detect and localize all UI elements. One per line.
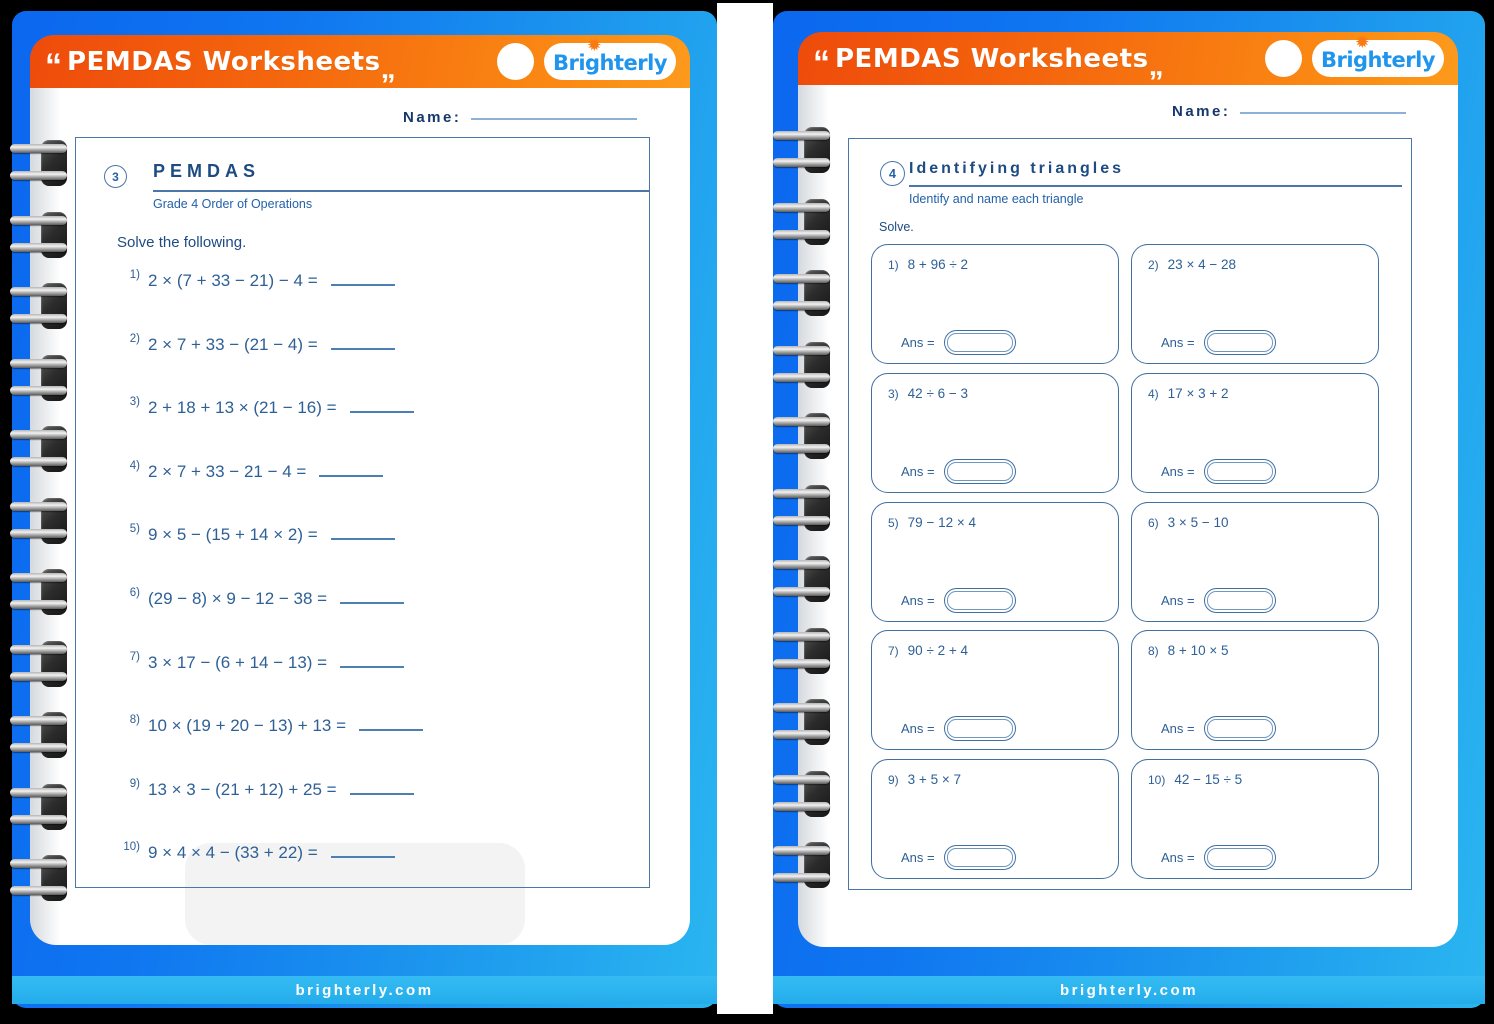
problem-number: 1)	[129, 269, 140, 281]
problem-number: 9)	[888, 773, 899, 788]
clip-wire-top	[10, 645, 67, 654]
clip-wire-top	[10, 573, 67, 582]
problem-row	[116, 269, 395, 291]
clip-wire-bottom	[773, 301, 830, 310]
worksheet-title: PEMDAS Worksheets	[67, 46, 381, 77]
name-blank-line	[471, 118, 637, 120]
clip-wire-top	[10, 788, 67, 797]
section-subtitle: Identify and name each triangle	[909, 192, 1084, 206]
clip-wire-top	[773, 417, 830, 426]
answer-blank-line	[340, 666, 404, 668]
problem-expression: 3 + 5 × 7	[907, 772, 961, 788]
problem-number: 6)	[129, 587, 140, 599]
problem-expression: 10 × (19 + 20 − 13) + 13 =	[148, 716, 347, 736]
spiral-clip	[773, 842, 830, 888]
problem-expression: (29 − 8) × 9 − 12 − 38 =	[148, 589, 328, 608]
problem-heading	[888, 256, 968, 274]
spiral-clip	[10, 283, 67, 329]
problem-number: 10)	[1148, 773, 1166, 788]
clip-wire-bottom	[773, 873, 830, 882]
answer-pill-field	[944, 459, 1016, 484]
answer-row	[1161, 588, 1276, 613]
clip-wire-top	[773, 489, 830, 498]
clip-wire-top	[773, 560, 830, 569]
answer-pill-field	[1204, 459, 1276, 484]
answer-label: Ans =	[1161, 335, 1195, 350]
spiral-clip	[10, 355, 67, 401]
clip-wire-top	[10, 359, 67, 368]
problem-expression: 2 × (7 + 33 − 21) − 4 =	[148, 271, 318, 290]
header-circle-badge	[497, 43, 534, 80]
section-title-underline	[153, 190, 649, 192]
instruction-text: Solve the following.	[117, 234, 247, 251]
clip-wire-bottom	[10, 386, 67, 395]
problem-heading	[1148, 642, 1228, 660]
clip-wire-bottom	[773, 802, 830, 811]
section-title: Identifying triangles	[909, 160, 1125, 177]
problem-heading	[888, 642, 968, 660]
problem-heading	[1148, 256, 1236, 274]
answer-label: Ans =	[1161, 721, 1195, 737]
spiral-clip	[10, 641, 67, 687]
footer-ribbon	[12, 976, 717, 1004]
spiral-clip	[773, 485, 830, 531]
problem-row	[116, 333, 395, 355]
clip-wire-bottom	[10, 672, 67, 681]
answer-blank-line	[359, 729, 423, 731]
answer-blank-line	[319, 475, 383, 477]
clip-wire-top	[10, 216, 67, 225]
problem-number: 5)	[129, 523, 140, 536]
sun-icon: ✹	[588, 37, 601, 54]
clip-wire-top	[773, 632, 830, 641]
problem-expression: 8 + 96 ÷ 2	[907, 257, 968, 272]
answer-blank-line	[331, 348, 395, 350]
clip-wire-top	[10, 716, 67, 725]
problem-expression: 23 × 4 − 28	[1167, 257, 1236, 272]
spiral-clip	[10, 212, 67, 258]
spiral-clip	[773, 270, 830, 316]
worksheet-frame-left	[75, 137, 650, 888]
close-quote-icon: „	[380, 51, 394, 85]
spiral-clip	[10, 569, 67, 615]
problem-expression: 3 × 5 − 10	[1167, 514, 1229, 530]
answer-pill-field	[1204, 845, 1276, 870]
section-title-underline	[909, 185, 1402, 187]
problem-expression: 42 ÷ 6 − 3	[907, 385, 968, 401]
open-quote-icon: “	[45, 46, 60, 85]
clip-wire-bottom	[773, 587, 830, 596]
problem-row	[116, 651, 404, 673]
problem-row	[116, 714, 423, 736]
answer-row	[901, 716, 1016, 741]
clip-wire-top	[10, 430, 67, 439]
problem-number: 8)	[129, 714, 140, 727]
clip-wire-top	[773, 131, 830, 140]
brighterly-logo-text: Brighterly	[552, 50, 668, 75]
problem-number: 3)	[888, 386, 899, 401]
problem-expression: 2 × 7 + 33 − (21 − 4) =	[148, 334, 318, 354]
worksheet-panel-left	[12, 11, 717, 1008]
problem-expression: 9 × 4 × 4 − (33 + 22) =	[148, 843, 318, 863]
clip-wire-top	[10, 287, 67, 296]
problem-cell	[1131, 244, 1379, 364]
page-gap-background	[717, 3, 773, 1014]
worksheet-frame-right	[848, 138, 1412, 890]
problem-row	[116, 460, 383, 482]
problem-number: 9)	[129, 777, 140, 790]
worksheet-title: PEMDAS Worksheets	[835, 43, 1149, 74]
clip-wire-bottom	[10, 243, 67, 252]
problem-expression: 2 + 18 + 13 × (21 − 16) =	[148, 398, 337, 418]
problem-number: 2)	[1148, 258, 1159, 272]
brighterly-logo	[1312, 34, 1444, 77]
clip-wire-bottom	[10, 171, 67, 180]
answer-label: Ans =	[901, 721, 935, 737]
clip-wire-top	[773, 846, 830, 855]
answer-label: Ans =	[901, 335, 935, 350]
spiral-clip	[773, 199, 830, 245]
answer-label: Ans =	[1161, 850, 1195, 866]
problem-heading	[888, 514, 976, 532]
clip-wire-bottom	[10, 743, 67, 752]
problem-number: 7)	[888, 644, 899, 659]
footer-ribbon	[773, 976, 1485, 1004]
clip-wire-top	[773, 346, 830, 355]
clip-wire-bottom	[773, 230, 830, 239]
problem-heading	[1148, 514, 1228, 532]
problem-number: 4)	[1148, 386, 1159, 401]
clip-wire-bottom	[773, 158, 830, 167]
spiral-clip	[773, 771, 830, 817]
answer-blank-line	[350, 793, 414, 795]
answer-blank-line	[331, 856, 395, 858]
footer-url: brighterly.com	[1059, 981, 1199, 999]
problem-number: 6)	[1148, 515, 1159, 530]
answer-pill-field	[1204, 716, 1276, 741]
problem-cell	[871, 373, 1119, 493]
name-label: Name:	[403, 109, 462, 126]
problem-cell	[1131, 759, 1379, 879]
clip-wire-top	[773, 775, 830, 784]
problem-expression: 9 × 5 − (15 + 14 × 2) =	[148, 525, 318, 545]
clip-wire-bottom	[773, 659, 830, 668]
answer-row	[1161, 330, 1276, 355]
problem-heading	[888, 771, 961, 789]
open-quote-icon: “	[813, 43, 828, 82]
problem-number: 10)	[123, 841, 140, 854]
problem-number: 4)	[129, 459, 140, 472]
answer-blank-line	[331, 538, 395, 540]
spiral-clip	[773, 127, 830, 173]
problem-cell	[1131, 502, 1379, 622]
name-label: Name:	[1172, 103, 1231, 120]
clip-wire-top	[10, 144, 67, 153]
name-blank-line	[1240, 112, 1406, 114]
spiral-clip	[773, 556, 830, 602]
problem-expression: 79 − 12 × 4	[907, 514, 976, 530]
problem-expression: 3 × 17 − (6 + 14 − 13) =	[148, 652, 328, 672]
clip-wire-top	[773, 203, 830, 212]
problem-cell	[871, 244, 1119, 364]
answer-pill-field	[944, 330, 1016, 355]
name-row	[403, 109, 637, 127]
answer-row	[1161, 459, 1276, 484]
answer-pill-field	[944, 716, 1016, 741]
brighterly-logo	[544, 37, 676, 80]
worksheet-header	[798, 32, 1458, 85]
problem-heading	[888, 385, 968, 403]
answer-row	[1161, 845, 1276, 870]
problem-expression: 90 ÷ 2 + 4	[907, 643, 968, 659]
answer-label: Ans =	[901, 592, 935, 608]
spiral-clip	[10, 140, 67, 186]
answer-row	[1161, 716, 1276, 741]
problem-number: 2)	[129, 332, 140, 345]
spiral-clip	[773, 699, 830, 745]
clip-wire-bottom	[10, 314, 67, 323]
answer-label: Ans =	[901, 850, 935, 866]
footer-url: brighterly.com	[295, 981, 434, 999]
spiral-clip	[773, 628, 830, 674]
spiral-clip	[773, 342, 830, 388]
answer-row	[901, 845, 1016, 870]
spiral-clip	[773, 413, 830, 459]
answer-label: Ans =	[1161, 592, 1195, 608]
problem-row	[116, 523, 395, 545]
problem-row	[116, 841, 395, 863]
answer-blank-line	[331, 284, 395, 286]
spiral-clip	[10, 784, 67, 830]
problem-cell	[871, 502, 1119, 622]
problem-cell	[1131, 630, 1379, 750]
clip-wire-top	[10, 502, 67, 511]
instruction-text: Solve.	[879, 220, 914, 234]
clip-wire-bottom	[773, 373, 830, 382]
clip-wire-bottom	[10, 815, 67, 824]
spiral-clip	[10, 855, 67, 901]
answer-label: Ans =	[1161, 463, 1195, 479]
answer-row	[901, 459, 1016, 484]
problem-heading	[1148, 385, 1228, 403]
problem-number: 1)	[888, 258, 899, 272]
problem-expression: 8 + 10 × 5	[1167, 643, 1229, 659]
close-quote-icon: „	[1148, 48, 1162, 82]
section-number-badge: 3	[104, 165, 127, 188]
clip-wire-bottom	[10, 600, 67, 609]
clip-wire-top	[10, 859, 67, 868]
sun-icon: ✹	[1356, 34, 1369, 51]
problem-row	[116, 396, 414, 418]
problem-cell	[871, 759, 1119, 879]
spiral-clip	[10, 712, 67, 758]
header-circle-badge	[1265, 40, 1302, 77]
problem-row	[116, 778, 414, 800]
answer-pill-field	[944, 845, 1016, 870]
clip-wire-bottom	[773, 730, 830, 739]
problem-cell	[1131, 373, 1379, 493]
answer-pill-field	[1204, 588, 1276, 613]
answer-pill-field	[944, 588, 1016, 613]
problem-cell	[871, 630, 1119, 750]
answer-row	[901, 330, 1016, 355]
problem-expression: 2 × 7 + 33 − 21 − 4 =	[148, 461, 307, 481]
answer-row	[901, 588, 1016, 613]
worksheet-page-left	[30, 88, 690, 945]
problem-expression: 17 × 3 + 2	[1167, 385, 1229, 401]
problem-row	[116, 587, 404, 609]
worksheet-header	[30, 35, 690, 88]
section-subtitle: Grade 4 Order of Operations	[153, 197, 313, 211]
clip-wire-bottom	[10, 529, 67, 538]
problem-expression: 13 × 3 − (21 + 12) + 25 =	[148, 779, 337, 799]
problem-number: 8)	[1148, 644, 1159, 659]
brighterly-logo-text: Brighterly	[1320, 47, 1436, 72]
problem-heading	[1148, 771, 1242, 789]
spiral-clip	[10, 498, 67, 544]
answer-pill-field	[1204, 330, 1276, 355]
section-number-badge: 4	[880, 161, 905, 186]
spiral-clip	[10, 426, 67, 472]
clip-wire-top	[773, 274, 830, 283]
worksheet-panel-right	[773, 11, 1485, 1008]
worksheet-page-right	[798, 85, 1458, 947]
problem-number: 3)	[129, 396, 140, 409]
clip-wire-bottom	[10, 457, 67, 466]
clip-wire-top	[773, 703, 830, 712]
name-row	[1172, 103, 1406, 121]
problem-number: 7)	[129, 650, 140, 663]
problem-number: 5)	[888, 515, 899, 530]
section-title: PEMDAS	[153, 161, 261, 181]
answer-label: Ans =	[901, 463, 935, 479]
answer-blank-line	[350, 411, 414, 413]
answer-blank-line	[340, 602, 404, 604]
problem-expression: 42 − 15 ÷ 5	[1174, 772, 1243, 788]
clip-wire-bottom	[773, 516, 830, 525]
clip-wire-bottom	[10, 886, 67, 895]
clip-wire-bottom	[773, 444, 830, 453]
